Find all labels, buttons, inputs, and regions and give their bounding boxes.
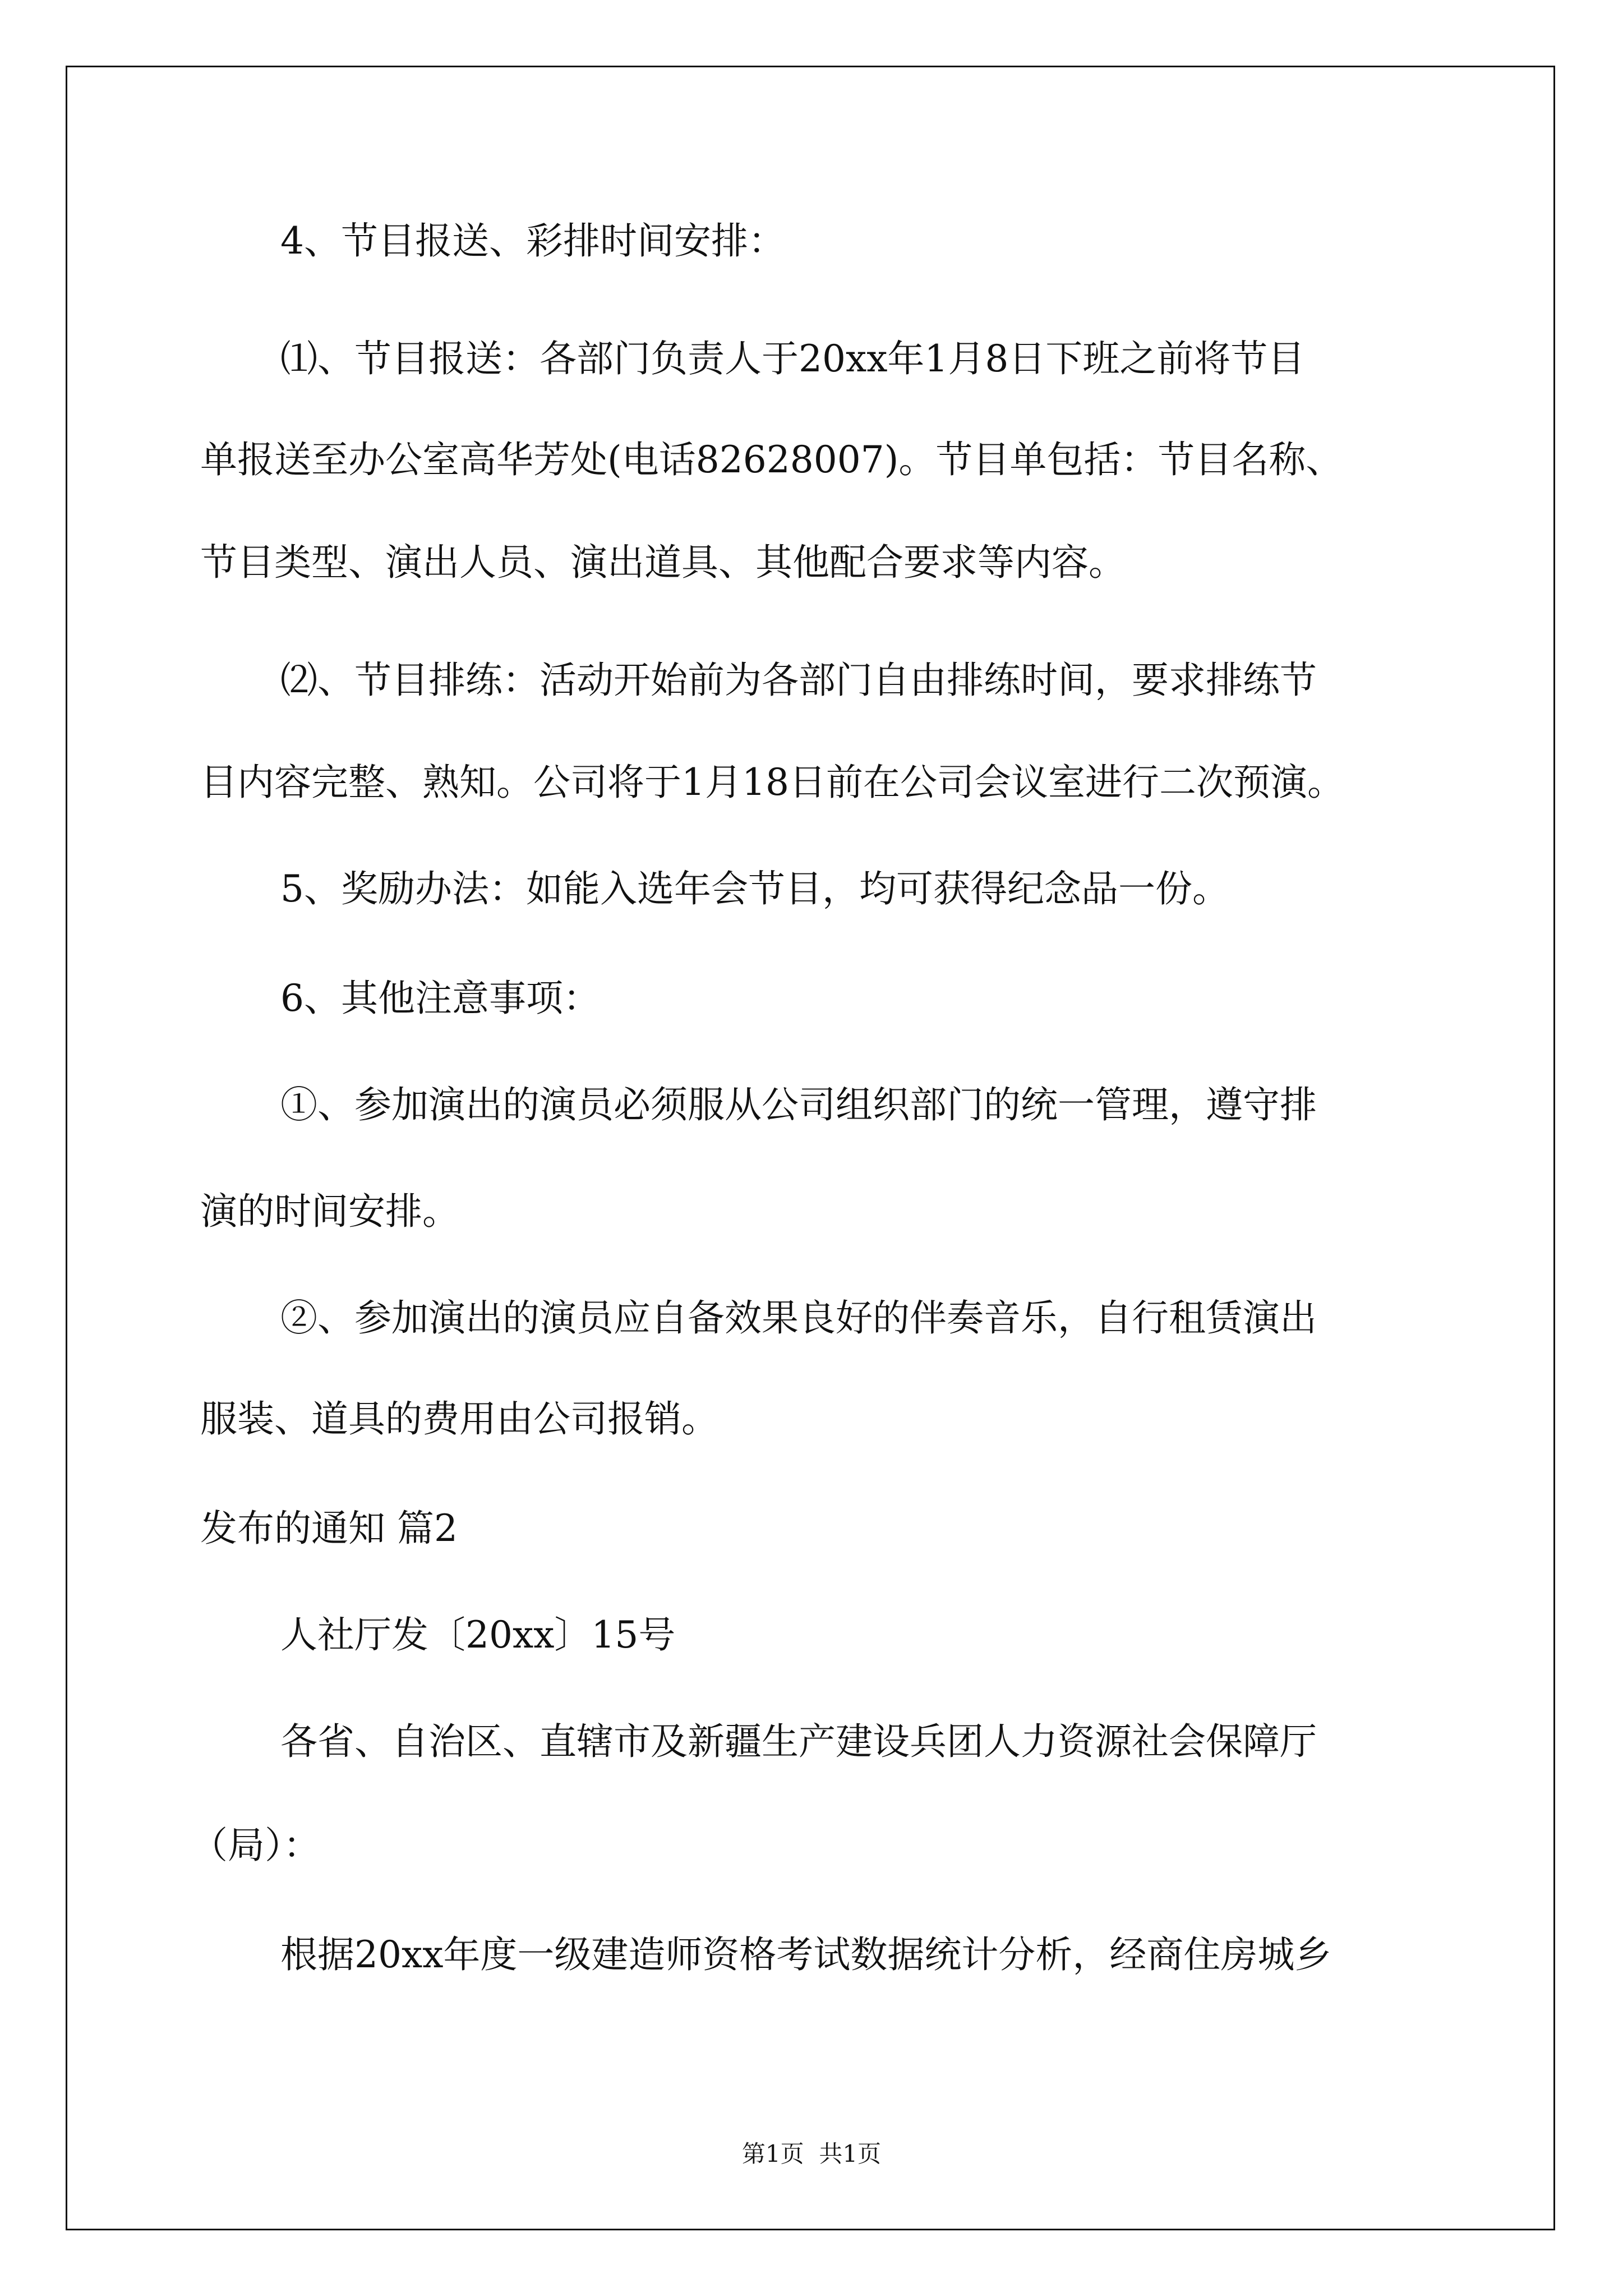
paragraph-line: 服装、道具的费用由公司报销。 [200, 1397, 718, 1441]
paragraph-line: ⑴、节目报送：各部门负责人于20xx年1月8日下班之前将节目 [280, 337, 1305, 380]
paragraph-line: 节目类型、演出人员、演出道具、其他配合要求等内容。 [200, 541, 1126, 584]
paragraph-line: ⑵、节目排练：活动开始前为各部门自由排练时间，要求排练节 [280, 659, 1317, 702]
paragraph-line: 目内容完整、熟知。公司将于1月18日前在公司会议室进行二次预演。 [200, 761, 1344, 804]
heading-notes: 6、其他注意事项： [280, 977, 600, 1020]
heading-rewards: 5、奖励办法：如能入选年会节目，均可获得纪念品一份。 [280, 867, 1229, 910]
addressee-line: 各省、自治区、直辖市及新疆生产建设兵团人力资源社会保障厅 [280, 1720, 1317, 1763]
paragraph-line: ②、参加演出的演员应自备效果良好的伴奏音乐，自行租赁演出 [280, 1296, 1317, 1340]
paragraph-line: 根据20xx年度一级建造师资格考试数据统计分析，经商住房城乡 [280, 1933, 1332, 1976]
paragraph-line: 演的时间安排。 [200, 1190, 459, 1233]
document-number: 人社厅发〔20xx〕15号 [280, 1613, 676, 1657]
addressee-line: （局）： [191, 1824, 320, 1867]
heading-schedule: 4、节目报送、彩排时间安排： [280, 219, 785, 263]
paragraph-line: ①、参加演出的演员必须服从公司组织部门的统一管理，遵守排 [280, 1083, 1317, 1126]
paragraph-line: 单报送至办公室高华芳处(电话82628007)。节目单包括：节目名称、 [200, 438, 1343, 481]
section-title: 发布的通知 篇2 [200, 1507, 458, 1550]
page-footer: 第1页 共1页 [741, 2140, 882, 2168]
page-border [66, 66, 1555, 2230]
